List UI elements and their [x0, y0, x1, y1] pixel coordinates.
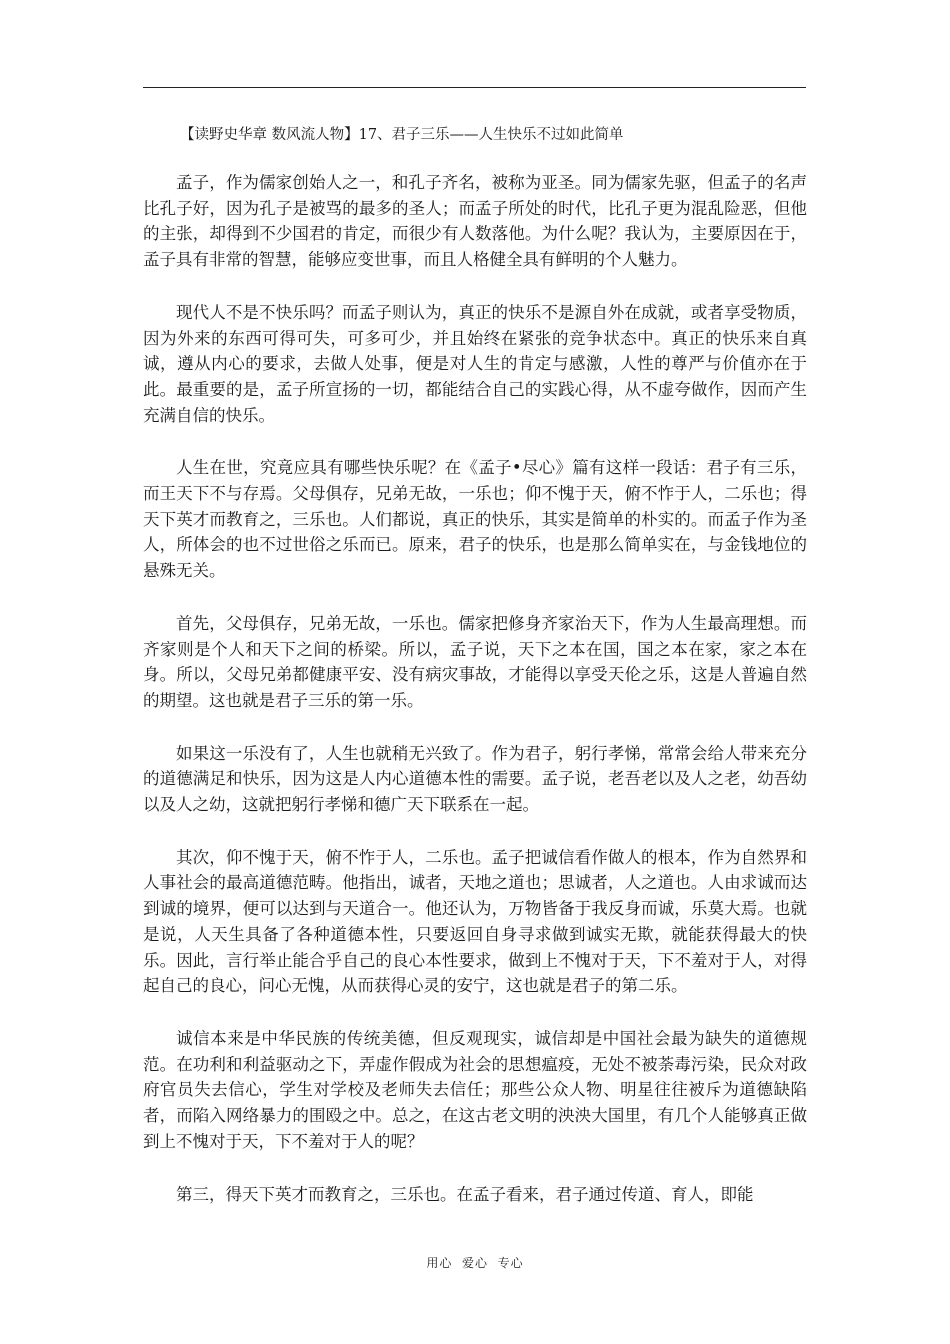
paragraph: 首先，父母俱存，兄弟无故，一乐也。儒家把修身齐家治天下，作为人生最高理想。而齐家则是个人和天下之间的桥梁。所以，孟子说，天下之本在国，国之本在家，家之本在身。所以，父母兄弟都健康平安、没有病灾事故，才能得以享受天伦之乐，这是人普遍自然的期望。这也就是君子三乐的第一乐。: [143, 613, 807, 710]
document-body: [143, 170, 807, 1234]
paragraph: 如果这一乐没有了，人生也就稍无兴致了。作为君子，躬行孝悌，常常会给人带来充分的道德满足和快乐，因为这是人内心道德本性的需要。孟子说，老吾老以及人之老，幼吾幼以及人之幼，这就把躬行孝悌和德广天下联系在一起。: [143, 743, 807, 815]
document-title: 【读野史华章 数风流人物】17、君子三乐——人生快乐不过如此简单: [180, 127, 624, 143]
paragraph: 现代人不是不快乐吗？而孟子则认为，真正的快乐不是源自外在成就，或者享受物质，因为外来的东西可得可失，可多可少，并且始终在紧张的竞争状态中。真正的快乐来自真诚，遵从内心的要求，去做人处事，便是对人生的肯定与感激，人性的尊严与价值亦在于此。最重要的是，孟子所宣扬的一切，都能结合自己的实践心得，从不虚夸做作，因而产生充满自信的快乐。: [143, 302, 807, 425]
paragraph: 人生在世，究竟应具有哪些快乐呢？在《孟子•尽心》篇有这样一段话：君子有三乐，而王天下不与存焉。父母俱存，兄弟无故，一乐也；仰不愧于天，俯不怍于人，二乐也；得天下英才而教育之，三乐也。人们都说，真正的快乐，其实是简单的朴实的。而孟子作为圣人，所体会的也不过世俗之乐而已。原来，君子的快乐，也是那么简单实在，与金钱地位的悬殊无关。: [143, 458, 807, 581]
paragraph: 第三，得天下英才而教育之，三乐也。在孟子看来，君子通过传道、育人，即能: [176, 1184, 754, 1204]
header-rule: [143, 87, 806, 88]
page-footer: 用心 爱心 专心: [426, 1256, 524, 1270]
paragraph: 孟子，作为儒家创始人之一，和孔子齐名，被称为亚圣。同为儒家先驱，但孟子的名声比孔子好，因为孔子是被骂的最多的圣人；而孟子所处的时代，比孔子更为混乱险恶，但他的主张，却得到不少国君的肯定，而很少有人数落他。为什么呢？我认为，主要原因在于，孟子具有非常的智慧，能够应变世事，而且人格健全具有鲜明的个人魅力。: [143, 173, 807, 270]
paragraph: 其次，仰不愧于天，俯不怍于人，二乐也。孟子把诚信看作做人的根本，作为自然界和人事社会的最高道德范畴。他指出，诚者，天地之道也；思诚者，人之道也。人由求诚而达到诚的境界，便可以达到与天道合一。他还认为，万物皆备于我反身而诚，乐莫大焉。也就是说，人天生具备了各种道德本性，只要返回自身寻求做到诚实无欺，就能获得最大的快乐。因此，言行举止能合乎自己的良心本性要求，做到上不愧对于天，下不羞对于人，对得起自己的良心，问心无愧，从而获得心灵的安宁，这也就是君子的第二乐。: [143, 847, 807, 996]
paragraph: 诚信本来是中华民族的传统美德，但反观现实，诚信却是中国社会最为缺失的道德规范。在功利和利益驱动之下，弄虚作假成为社会的思想瘟疫，无处不被荼毒污染，民众对政府官员失去信心，学生对学校及老师失去信任；那些公众人物、明星往往被斥为道德缺陷者，而陷入网络暴力的围殴之中。总之，在这古老文明的泱泱大国里，有几个人能够真正做到上不愧对于天，下不羞对于人的呢？: [143, 1028, 807, 1151]
